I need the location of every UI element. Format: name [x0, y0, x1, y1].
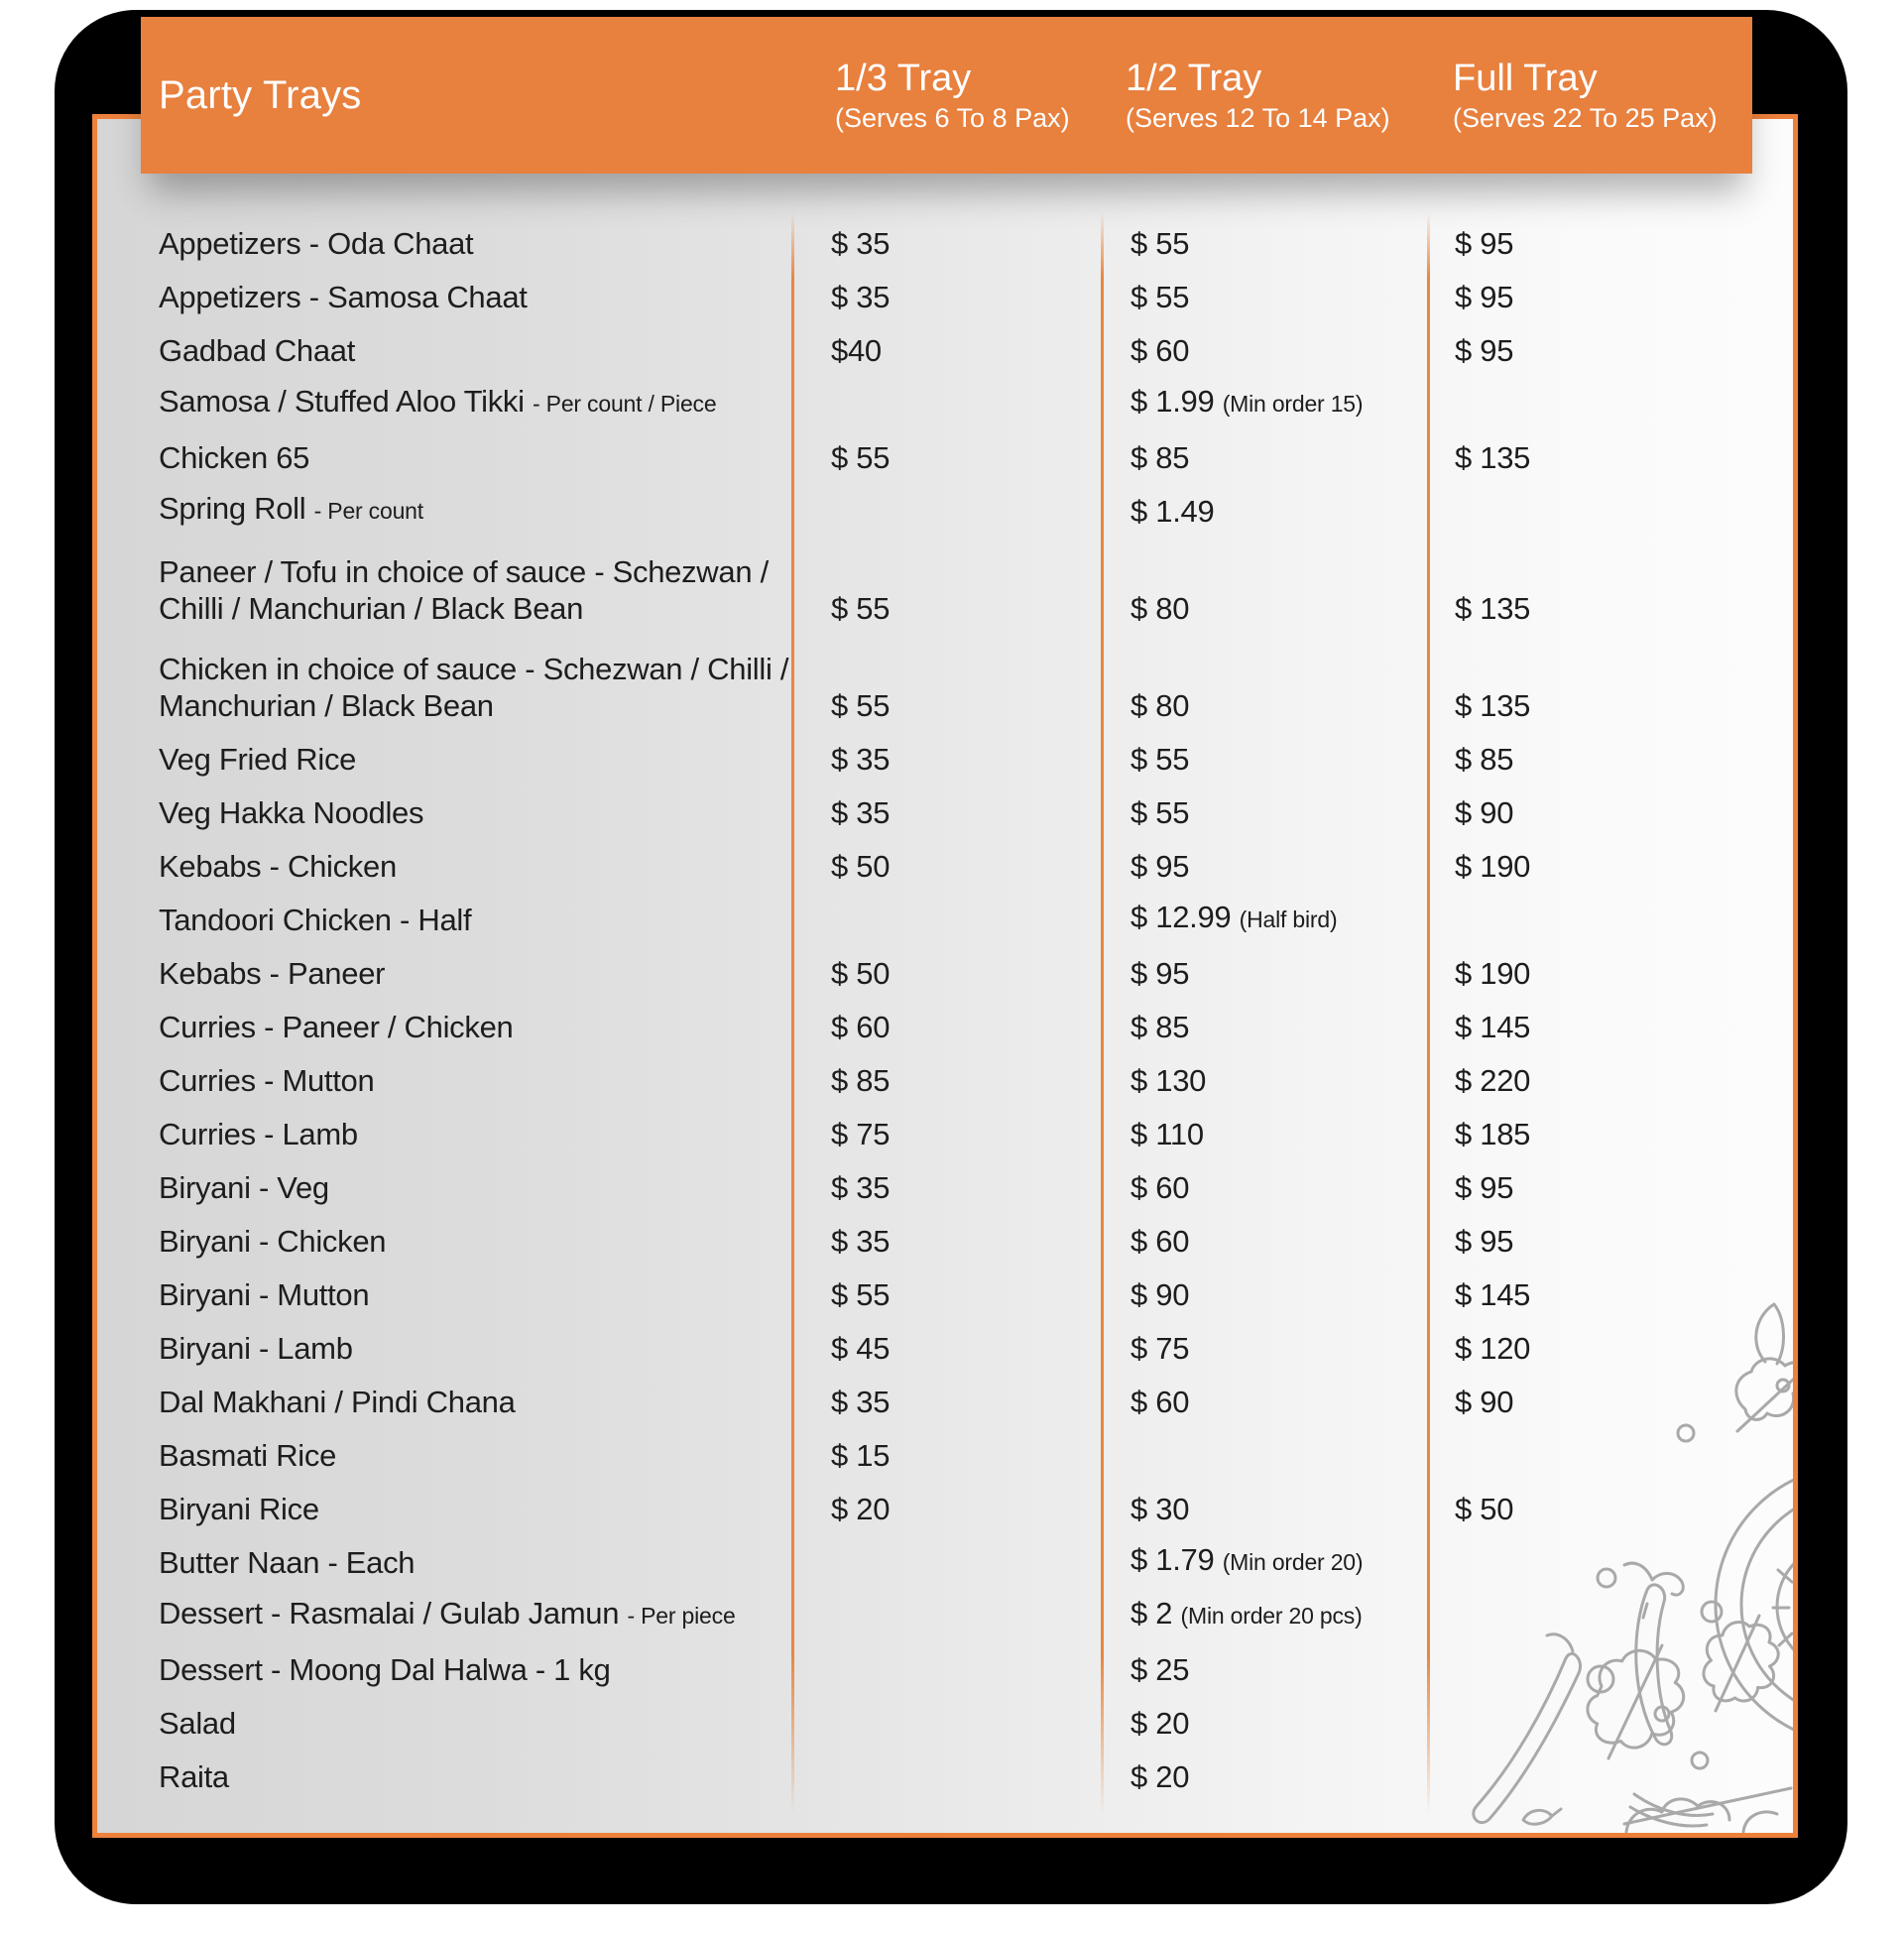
item-price-half-tray — [1101, 1009, 1429, 1045]
item-name — [159, 1758, 791, 1795]
price-value: $ 80 — [1130, 591, 1190, 626]
item-name-text: Curries - Paneer / Chicken — [159, 1010, 514, 1044]
price-value: $ 190 — [1455, 849, 1531, 884]
item-price-third-tray — [791, 848, 1101, 885]
menu-item-row — [97, 1160, 1793, 1214]
item-price-third-tray — [791, 279, 1101, 315]
menu-table — [97, 216, 1793, 1803]
item-name-text: Paneer / Tofu in choice of sauce - Schezwan / Chilli / Manchurian / Black Bean — [159, 554, 769, 626]
item-unit-note: - Per piece — [627, 1603, 736, 1629]
column-label: Full Tray — [1453, 58, 1598, 99]
item-name — [159, 955, 791, 992]
item-name — [159, 848, 791, 885]
item-name — [159, 383, 791, 423]
item-name-text: Basmati Rice — [159, 1438, 337, 1473]
column-header-full-tray — [1429, 17, 1752, 174]
item-price-half-tray — [1101, 1169, 1429, 1206]
menu-item-row — [97, 1482, 1793, 1535]
price-value: $ 35 — [831, 280, 891, 314]
item-price-third-tray — [791, 1330, 1101, 1367]
price-value: $ 1.99 — [1130, 384, 1215, 419]
column-header-third-tray — [791, 17, 1101, 174]
item-name-text: Samosa / Stuffed Aloo Tikki — [159, 384, 525, 419]
price-value: $ 85 — [1130, 440, 1190, 475]
item-price-full-tray — [1429, 687, 1793, 724]
menu-item-row — [97, 786, 1793, 839]
menu-item-row — [97, 1321, 1793, 1375]
column-header-half-tray — [1101, 17, 1429, 174]
item-price-half-tray — [1101, 439, 1429, 476]
item-price-full-tray — [1429, 1062, 1793, 1099]
price-value: $ 95 — [1130, 849, 1190, 884]
item-price-half-tray — [1101, 279, 1429, 315]
column-serves-note: (Serves 22 To 25 Pax) — [1453, 103, 1718, 133]
page-title: Party Trays — [159, 72, 362, 117]
item-price-full-tray — [1429, 1116, 1793, 1152]
item-price-half-tray — [1101, 1116, 1429, 1152]
item-name — [159, 651, 791, 724]
menu-item-row — [97, 1107, 1793, 1160]
price-value: $ 145 — [1455, 1277, 1531, 1312]
price-note: (Min order 20) — [1222, 1549, 1364, 1575]
item-price-half-tray — [1101, 590, 1429, 627]
price-value: $ 50 — [1455, 1492, 1514, 1526]
item-price-full-tray — [1429, 741, 1793, 778]
price-value: $ 135 — [1455, 688, 1531, 723]
menu-item-row — [97, 839, 1793, 893]
item-name — [159, 902, 791, 938]
menu-item-row — [97, 1428, 1793, 1482]
item-price-third-tray — [791, 225, 1101, 262]
item-name-text: Gadbad Chaat — [159, 333, 356, 368]
item-price-half-tray — [1101, 1595, 1429, 1634]
menu-item-row — [97, 1696, 1793, 1750]
menu-item-row — [97, 1375, 1793, 1428]
price-value: $ 190 — [1455, 956, 1531, 991]
price-value: $ 80 — [1130, 688, 1190, 723]
item-price-half-tray — [1101, 1651, 1429, 1688]
item-price-half-tray — [1101, 493, 1429, 530]
menu-item-row — [97, 1000, 1793, 1053]
item-price-third-tray — [791, 1384, 1101, 1420]
menu-item-row — [97, 1642, 1793, 1696]
menu-item-row — [97, 270, 1793, 323]
price-value: $ 90 — [1130, 1277, 1190, 1312]
column-label: 1/2 Tray — [1126, 58, 1262, 99]
item-price-third-tray — [791, 1009, 1101, 1045]
price-value: $ 95 — [1130, 956, 1190, 991]
price-value: $40 — [831, 333, 882, 368]
item-name-text: Curries - Lamb — [159, 1117, 358, 1151]
menu-item-row — [97, 377, 1793, 430]
menu-card — [92, 58, 1798, 1838]
item-name-text: Raita — [159, 1759, 229, 1794]
price-value: $ 55 — [831, 688, 891, 723]
price-value: $ 75 — [1130, 1331, 1190, 1366]
item-name — [159, 794, 791, 831]
price-value: $ 20 — [831, 1492, 891, 1526]
item-price-full-tray — [1429, 1330, 1793, 1367]
item-name — [159, 1491, 791, 1527]
item-name-text: Kebabs - Paneer — [159, 956, 386, 991]
price-note: (Half bird) — [1239, 907, 1338, 932]
item-name — [159, 1330, 791, 1367]
menu-item-row — [97, 323, 1793, 377]
item-price-full-tray — [1429, 794, 1793, 831]
item-name — [159, 1223, 791, 1260]
item-name — [159, 279, 791, 315]
price-value: $ 55 — [1130, 280, 1190, 314]
price-value: $ 60 — [1130, 1385, 1190, 1419]
item-price-half-tray — [1101, 1541, 1429, 1581]
item-price-full-tray — [1429, 955, 1793, 992]
menu-item-row — [97, 484, 1793, 538]
price-value: $ 95 — [1455, 1170, 1514, 1205]
item-name — [159, 1651, 791, 1688]
menu-item-row — [97, 1268, 1793, 1321]
item-name — [159, 1595, 791, 1634]
item-name-text: Curries - Mutton — [159, 1063, 375, 1098]
price-value: $ 50 — [831, 849, 891, 884]
item-name — [159, 332, 791, 369]
item-price-half-tray — [1101, 955, 1429, 992]
item-name-text: Biryani - Chicken — [159, 1224, 387, 1259]
item-price-half-tray — [1101, 225, 1429, 262]
price-value: $ 15 — [831, 1438, 891, 1473]
item-name — [159, 1169, 791, 1206]
price-value: $ 135 — [1455, 591, 1531, 626]
item-price-full-tray — [1429, 1491, 1793, 1527]
price-value: $ 30 — [1130, 1492, 1190, 1526]
item-name-text: Biryani - Lamb — [159, 1331, 353, 1366]
menu-item-row — [97, 1535, 1793, 1589]
item-name-text: Appetizers - Samosa Chaat — [159, 280, 528, 314]
price-value: $ 45 — [831, 1331, 891, 1366]
price-value: $ 50 — [831, 956, 891, 991]
price-value: $ 55 — [1130, 742, 1190, 777]
item-price-half-tray — [1101, 794, 1429, 831]
price-note: (Min order 15) — [1222, 391, 1364, 417]
menu-item-row — [97, 946, 1793, 1000]
item-price-third-tray — [791, 741, 1101, 778]
item-unit-note: - Per count / Piece — [533, 391, 717, 417]
price-value: $ 35 — [831, 1224, 891, 1259]
item-price-full-tray — [1429, 332, 1793, 369]
menu-item-row — [97, 893, 1793, 946]
price-value: $ 110 — [1130, 1117, 1204, 1151]
price-value: $ 90 — [1455, 1385, 1514, 1419]
price-value: $ 2 — [1130, 1596, 1173, 1631]
item-name — [159, 1544, 791, 1581]
item-price-half-tray — [1101, 848, 1429, 885]
item-price-third-tray — [791, 1062, 1101, 1099]
price-value: $ 55 — [1130, 226, 1190, 261]
price-value: $ 35 — [831, 226, 891, 261]
item-price-half-tray — [1101, 1384, 1429, 1420]
price-value: $ 12.99 — [1130, 900, 1232, 934]
menu-item-row — [97, 430, 1793, 484]
price-value: $ 35 — [831, 1385, 891, 1419]
item-name — [159, 1009, 791, 1045]
price-value: $ 75 — [831, 1117, 891, 1151]
price-value: $ 95 — [1455, 1224, 1514, 1259]
price-value: $ 130 — [1130, 1063, 1207, 1098]
price-value: $ 1.49 — [1130, 494, 1215, 529]
item-price-third-tray — [791, 1491, 1101, 1527]
item-name — [159, 225, 791, 262]
item-price-full-tray — [1429, 439, 1793, 476]
price-value: $ 55 — [1130, 795, 1190, 830]
item-name — [159, 741, 791, 778]
price-value: $ 35 — [831, 742, 891, 777]
item-name — [159, 1276, 791, 1313]
item-price-full-tray — [1429, 225, 1793, 262]
price-value: $ 60 — [1130, 1170, 1190, 1205]
item-price-third-tray — [791, 955, 1101, 992]
price-value: $ 135 — [1455, 440, 1531, 475]
item-name — [159, 1705, 791, 1742]
item-price-third-tray — [791, 1276, 1101, 1313]
price-value: $ 145 — [1455, 1010, 1531, 1044]
item-name-text: Biryani - Veg — [159, 1170, 329, 1205]
menu-item-row — [97, 538, 1793, 635]
item-name — [159, 553, 791, 627]
item-price-half-tray — [1101, 1062, 1429, 1099]
item-price-third-tray — [791, 439, 1101, 476]
item-name-text: Salad — [159, 1706, 236, 1741]
price-value: $ 95 — [1455, 333, 1514, 368]
price-note: (Min order 20 pcs) — [1180, 1603, 1363, 1629]
item-name-text: Spring Roll — [159, 491, 306, 526]
price-value: $ 20 — [1130, 1706, 1190, 1741]
item-price-half-tray — [1101, 1330, 1429, 1367]
price-value: $ 85 — [831, 1063, 891, 1098]
price-value: $ 20 — [1130, 1759, 1190, 1794]
menu-item-row — [97, 732, 1793, 786]
price-value: $ 90 — [1455, 795, 1514, 830]
price-value: $ 60 — [831, 1010, 891, 1044]
item-price-third-tray — [791, 1437, 1101, 1474]
item-name-text: Chicken in choice of sauce - Schezwan / Chilli / Manchurian / Black Bean — [159, 652, 789, 723]
menu-item-row — [97, 1589, 1793, 1642]
item-name-text: Biryani Rice — [159, 1492, 319, 1526]
menu-item-row — [97, 1214, 1793, 1268]
menu-item-row — [97, 1053, 1793, 1107]
column-label: 1/3 Tray — [835, 58, 972, 99]
price-value: $ 60 — [1130, 333, 1190, 368]
item-name-text: Kebabs - Chicken — [159, 849, 397, 884]
item-name-text: Chicken 65 — [159, 440, 310, 475]
item-price-full-tray — [1429, 848, 1793, 885]
menu-item-row — [97, 216, 1793, 270]
item-price-third-tray — [791, 1223, 1101, 1260]
price-value: $ 95 — [1455, 280, 1514, 314]
item-price-half-tray — [1101, 1223, 1429, 1260]
price-value: $ 185 — [1455, 1117, 1531, 1151]
menu-item-row — [97, 1750, 1793, 1803]
price-value: $ 55 — [831, 1277, 891, 1312]
item-name — [159, 1062, 791, 1099]
price-value: $ 25 — [1130, 1652, 1190, 1687]
item-name-text: Veg Hakka Noodles — [159, 795, 424, 830]
item-name-text: Appetizers - Oda Chaat — [159, 226, 474, 261]
price-value: $ 1.79 — [1130, 1542, 1215, 1577]
item-name-text: Dessert - Moong Dal Halwa - 1 kg — [159, 1652, 611, 1687]
item-name-text: Veg Fried Rice — [159, 742, 357, 777]
item-price-third-tray — [791, 590, 1101, 627]
item-name — [159, 439, 791, 476]
item-price-half-tray — [1101, 1276, 1429, 1313]
price-value: $ 35 — [831, 1170, 891, 1205]
item-price-half-tray — [1101, 687, 1429, 724]
header-title-cell — [141, 17, 791, 174]
item-price-half-tray — [1101, 332, 1429, 369]
item-price-half-tray — [1101, 1491, 1429, 1527]
item-price-third-tray — [791, 1169, 1101, 1206]
price-value: $ 85 — [1130, 1010, 1190, 1044]
item-price-half-tray — [1101, 383, 1429, 423]
item-name-text: Dal Makhani / Pindi Chana — [159, 1385, 516, 1419]
menu-item-row — [97, 635, 1793, 732]
item-price-half-tray — [1101, 1705, 1429, 1742]
price-value: $ 55 — [831, 440, 891, 475]
item-name-text: Tandoori Chicken - Half — [159, 903, 472, 937]
item-price-full-tray — [1429, 1223, 1793, 1260]
price-value: $ 95 — [1455, 226, 1514, 261]
item-name — [159, 1116, 791, 1152]
item-name — [159, 490, 791, 530]
item-price-full-tray — [1429, 1384, 1793, 1420]
item-price-third-tray — [791, 794, 1101, 831]
item-name — [159, 1384, 791, 1420]
price-value: $ 60 — [1130, 1224, 1190, 1259]
item-price-full-tray — [1429, 1009, 1793, 1045]
item-price-half-tray — [1101, 1758, 1429, 1795]
price-value: $ 220 — [1455, 1063, 1531, 1098]
item-price-third-tray — [791, 1116, 1101, 1152]
item-price-third-tray — [791, 332, 1101, 369]
price-value: $ 120 — [1455, 1331, 1531, 1366]
price-value: $ 85 — [1455, 742, 1514, 777]
item-name-text: Dessert - Rasmalai / Gulab Jamun — [159, 1596, 620, 1631]
item-price-third-tray — [791, 687, 1101, 724]
item-price-full-tray — [1429, 1276, 1793, 1313]
item-price-half-tray — [1101, 741, 1429, 778]
price-value: $ 55 — [831, 591, 891, 626]
price-value: $ 35 — [831, 795, 891, 830]
item-price-full-tray — [1429, 590, 1793, 627]
item-unit-note: - Per count — [313, 498, 423, 524]
menu-header — [141, 17, 1752, 174]
item-price-half-tray — [1101, 899, 1429, 938]
item-price-full-tray — [1429, 279, 1793, 315]
item-name-text: Butter Naan - Each — [159, 1545, 416, 1580]
item-price-full-tray — [1429, 1169, 1793, 1206]
item-name — [159, 1437, 791, 1474]
column-serves-note: (Serves 12 To 14 Pax) — [1126, 103, 1390, 133]
item-name-text: Biryani - Mutton — [159, 1277, 370, 1312]
column-serves-note: (Serves 6 To 8 Pax) — [835, 103, 1070, 133]
